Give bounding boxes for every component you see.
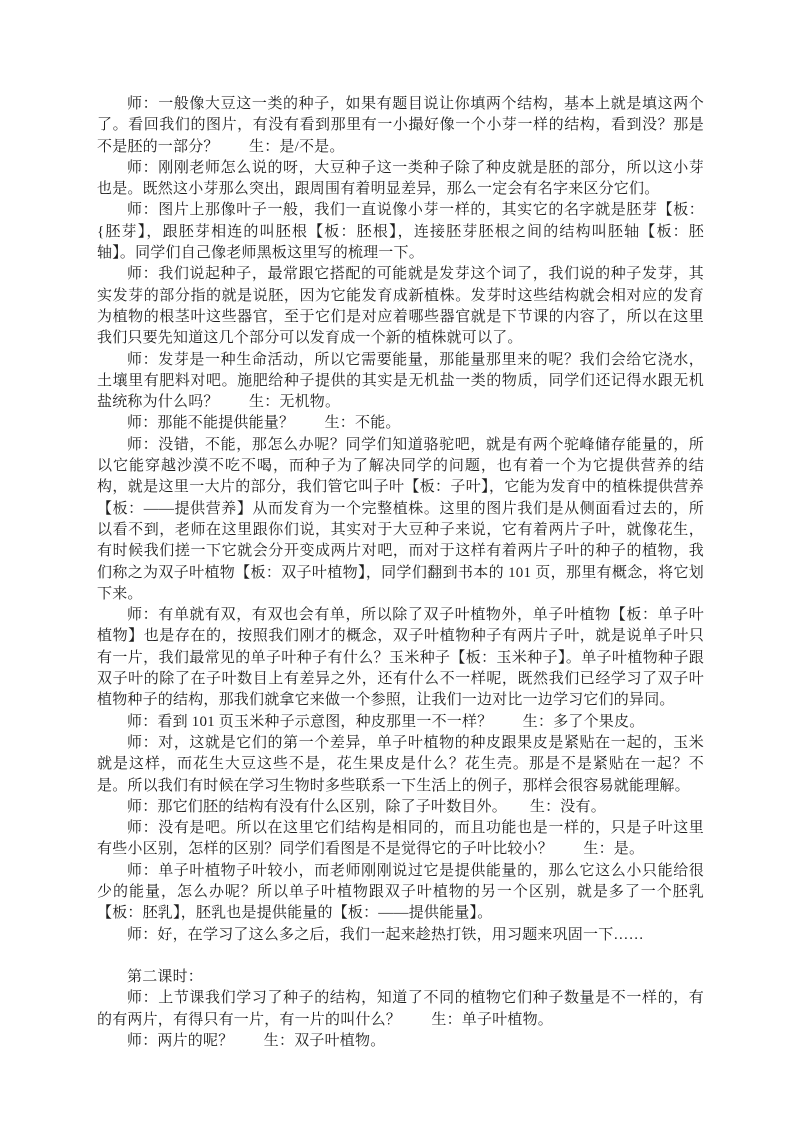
dialogue-paragraph: 师：两片的呢？ 生：双子叶植物。	[127, 1033, 386, 1050]
dialogue-paragraph: 师：我们说起种子，最常跟它搭配的可能就是发芽这个词了，我们说的种子发芽，其实发芽的部分指的就是说胚，因为它能发育成新植株。发芽时这些结构就会相对应的发育为植物的根茎叶这些器官，至于它们是对应着哪些器官就是下节课的内容了，所以在这里我们只要先知道这几个部分可以发育成一个新的植株就可以了。	[97, 266, 704, 347]
dialogue-paragraph: 师：好，在学习了这么多之后，我们一起来趁热打铁，用习题来巩固一下……	[127, 926, 644, 943]
dialogue-paragraph: 师：没错，不能，那怎么办呢？同学们知道骆驼吧，就是有两个驼峰储存能量的，所以它能穿越沙漠不吃不喝，而种子为了解决同学的问题，也有着一个为它提供营养的结构，就是这里一大片的部分，我们管它叫子叶【板：子叶】，它能为发育中的植株提供营养【板：——提供营养】从而发育为一个完整植株。这里的图片我们是从侧面看过去的，所以看不到，老师在这里跟你们说，其实对于大豆种子来说，它有着两片子叶，就像花生，有时候我们搓一下它就会分开变成两片对吧，而对于这样有着两片子叶的种子的植物，我们称之为双子叶植物【板：双子叶植物】，同学们翻到书本的 101 页，那里有概念，将它划下来。	[97, 436, 704, 602]
dialogue-paragraph: 师：发芽是一种生命活动，所以它需要能量，那能量那里来的呢？我们会给它浇水，土壤里有肥料对吧。施肥给种子提供的其实是无机盐一类的物质，同学们还记得水跟无机盐统称为什么吗？ 生：无机物。	[97, 351, 704, 411]
dialogue-paragraph: 师：一般像大豆这一类的种子，如果有题目说让你填两个结构，基本上就是填这两个了。看回我们的图片，有没有看到那里有一小撮好像一个小芽一样的结构，看到没？那是不是胚的一部分？ 生：是/不是。	[97, 96, 704, 155]
dialogue-paragraph: 师：刚刚老师怎么说的呀，大豆种子这一类种子除了种皮就是胚的部分，所以这小芽也是。既然这小芽那么突出，跟周围有着明显差异，那么一定会有名字来区分它们。	[97, 159, 704, 198]
section-heading-second-lesson: 第二课时：	[127, 969, 204, 986]
dialogue-paragraph: 师：那能不能提供能量？ 生：不能。	[127, 415, 401, 432]
dialogue-paragraph: 师：上节课我们学习了种子的结构，知道了不同的植物它们种子数量是不一样的，有的有两片，有得只有一片，有一片的叫什么？ 生：单子叶植物。	[97, 990, 704, 1028]
dialogue-paragraph: 师：看到 101 页玉米种子示意图，种皮那里一不一样？ 生：多了个果皮。	[127, 713, 645, 730]
dialogue-paragraph: 师：对，这就是它们的第一个差异，单子叶植物的种皮跟果皮是紧贴在一起的，玉米就是这样，而花生大豆这些不是，花生果皮是什么？花生壳。那是不是紧贴在一起？不是。所以我们有时候在学习生物时多些联系一下生活上的例子，那样会很容易就能理解。	[97, 734, 704, 794]
dialogue-paragraph: 师：有单就有双，有双也会有单，所以除了双子叶植物外，单子叶植物【板：单子叶植物】也是存在的，按照我们刚才的概念，双子叶植物种子有两片子叶，就是说单子叶只有一片，我们最常见的单子叶种子有什么？玉米种子【板：玉米种子】。单子叶植物种子跟双子叶的除了在子叶数目上有差异之外，还有什么不一样呢，既然我们已经学习了双子叶植物种子的结构，那我们就拿它来做一个参照，让我们一边对比一边学习它们的异同。	[97, 607, 704, 709]
dialogue-paragraph: 师：那它们胚的结构有没有什么区别，除了子叶数目外。 生：没有。	[127, 798, 606, 815]
dialogue-paragraph: 师：图片上那像叶子一般，我们一直说像小芽一样的，其实它的名字就是胚芽【板：{胚芽】，跟胚芽相连的叫胚根【板：胚根】，连接胚芽胚根之间的结构叫胚轴【板：胚轴】。同学们自己像老师黑板这里写的梳理一下。	[97, 202, 704, 262]
dialogue-paragraph: 师：没有是吧。所以在这里它们结构是相同的，而且功能也是一样的，只是子叶这里有些小区别，怎样的区别？同学们看图是不是觉得它的子叶比较小？ 生：是。	[97, 820, 704, 858]
dialogue-paragraph: 师：单子叶植物子叶较小，而老师刚刚说过它是提供能量的，那么它这么小只能给很少的能量，怎么办呢？所以单子叶植物跟双子叶植物的另一个区别，就是多了一个胚乳【板：胚乳】，胚乳也是提供能量的【板：——提供能量】。	[97, 862, 704, 922]
